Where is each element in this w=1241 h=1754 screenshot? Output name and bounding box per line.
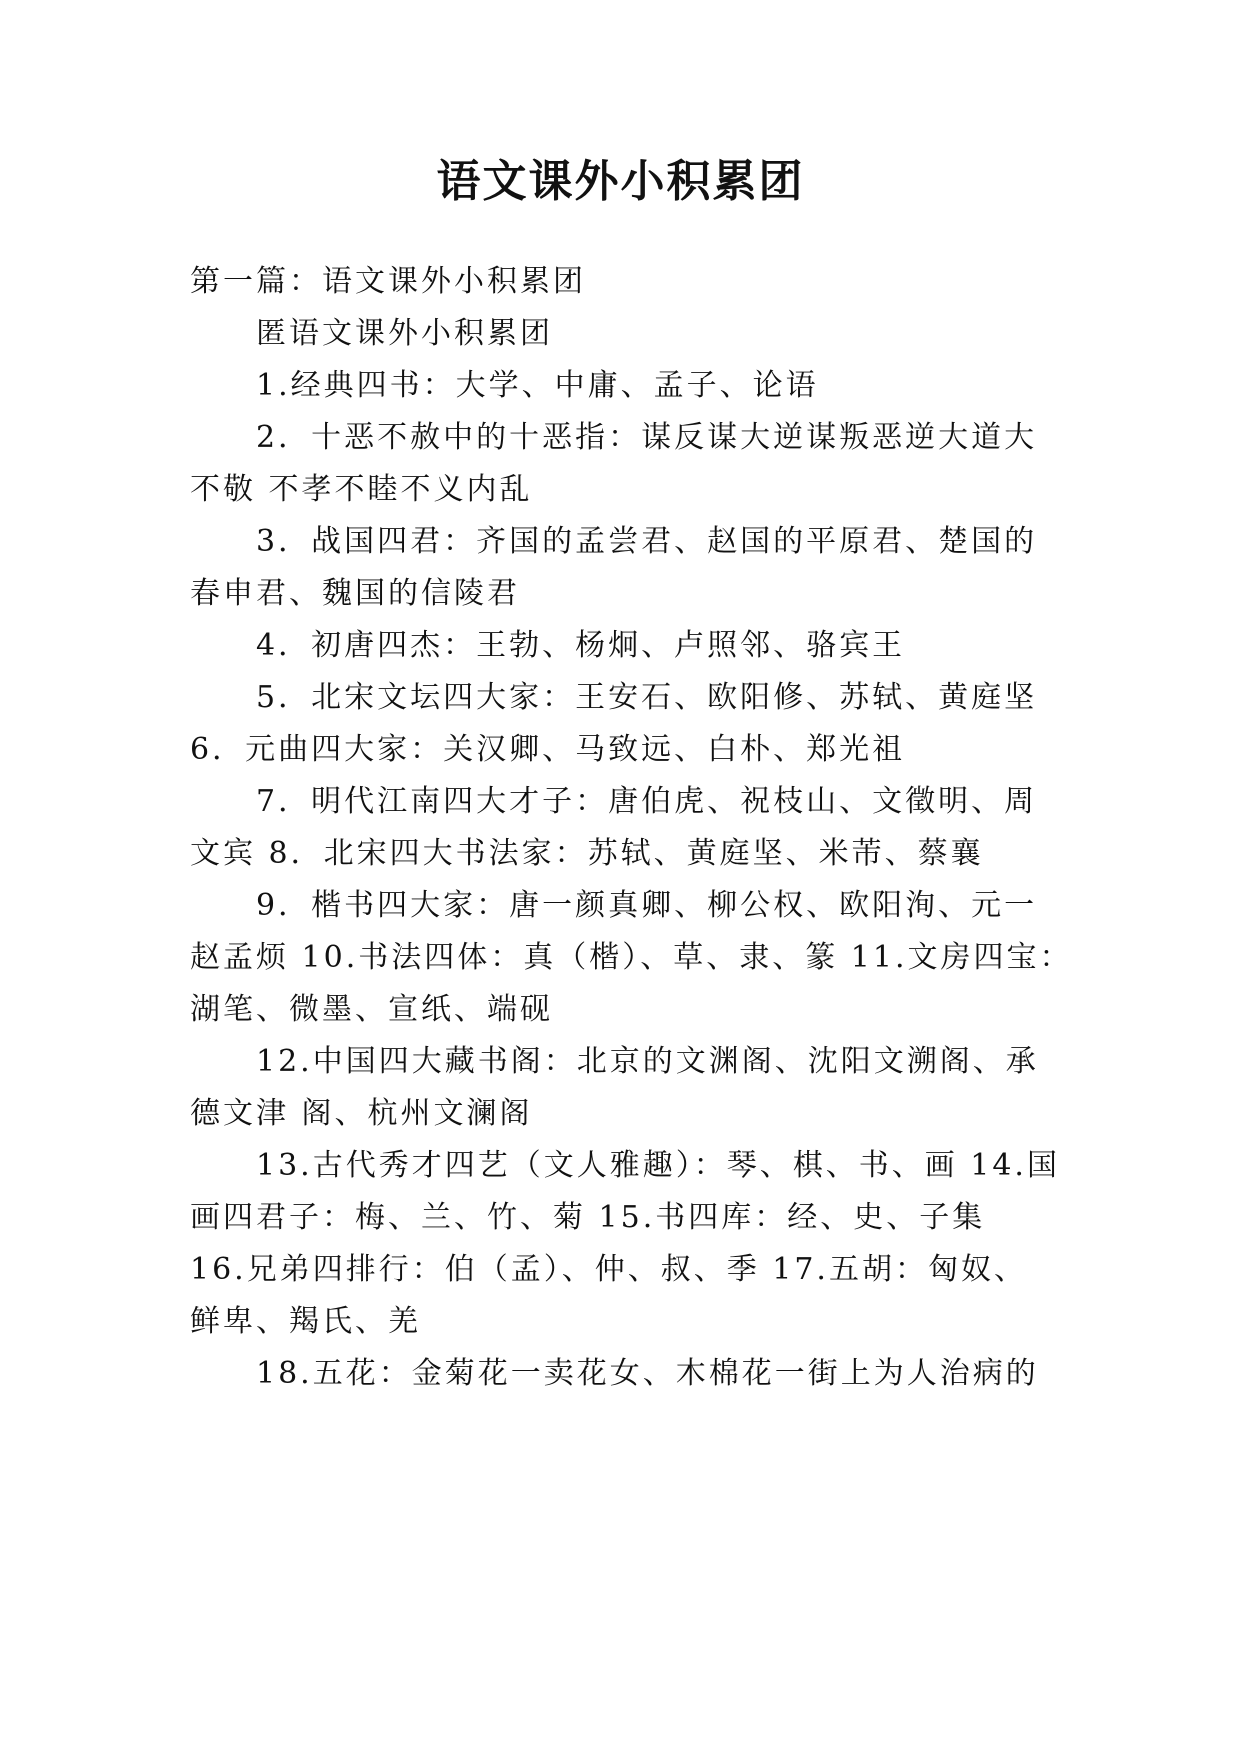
text-line-18: 13.古代秀才四艺（文人雅趣）：琴、棋、书、画 14.国 <box>256 1148 1060 1183</box>
text-line-13: 9．楷书四大家：唐一颜真卿、柳公权、欧阳洵、元一 <box>256 888 1038 923</box>
text-line-16: 12.中国四大藏书阁：北京的文渊阁、沈阳文溯阁、承 <box>256 1044 1039 1079</box>
text-line-17: 德文津 阁、杭州文澜阁 <box>190 1096 533 1131</box>
text-line-4: 2．十恶不赦中的十恶指：谋反谋大逆谋叛恶逆大道大 <box>256 420 1038 455</box>
text-line-3: 1.经典四书：大学、中庸、孟子、论语 <box>256 368 819 403</box>
text-line-9: 5．北宋文坛四大家：王安石、欧阳修、苏轼、黄庭坚 <box>256 680 1038 715</box>
text-line-5: 不敬 不孝不睦不义内乱 <box>190 472 533 507</box>
text-line-22: 18.五花：金菊花一卖花女、木棉花一街上为人治病的 <box>256 1356 1039 1391</box>
text-line-6: 3．战国四君：齐国的孟尝君、赵国的平原君、楚国的 <box>256 524 1038 559</box>
text-line-11: 7．明代江南四大才子：唐伯虎、祝枝山、文徵明、周 <box>256 784 1038 819</box>
text-line-2: 匿语文课外小积累团 <box>256 316 553 351</box>
text-line-20: 16.兄弟四排行：伯（孟）、仲、叔、季 17.五胡：匈奴、 <box>190 1252 1027 1287</box>
text-line-15: 湖笔、微墨、宣纸、端砚 <box>190 992 553 1027</box>
text-line-10: 6．元曲四大家：关汉卿、马致远、白朴、郑光祖 <box>190 732 906 767</box>
text-line-7: 春申君、魏国的信陵君 <box>190 576 520 611</box>
text-line-8: 4．初唐四杰：王勃、杨炯、卢照邻、骆宾王 <box>256 628 906 663</box>
text-line-21: 鲜卑、羯氏、羌 <box>190 1304 421 1339</box>
text-line-19: 画四君子：梅、兰、竹、菊 15.书四库：经、史、子集 <box>190 1200 986 1235</box>
text-line-14: 赵孟烦 10.书法四体：真（楷）、草、隶、篆 11.文房四宝： <box>190 940 1073 975</box>
document-title: 语文课外小积累团 <box>436 156 805 207</box>
text-line-1: 第一篇：语文课外小积累团 <box>190 264 586 299</box>
text-line-12: 文宾 8．北宋四大书法家：苏轼、黄庭坚、米芾、蔡襄 <box>190 836 984 871</box>
